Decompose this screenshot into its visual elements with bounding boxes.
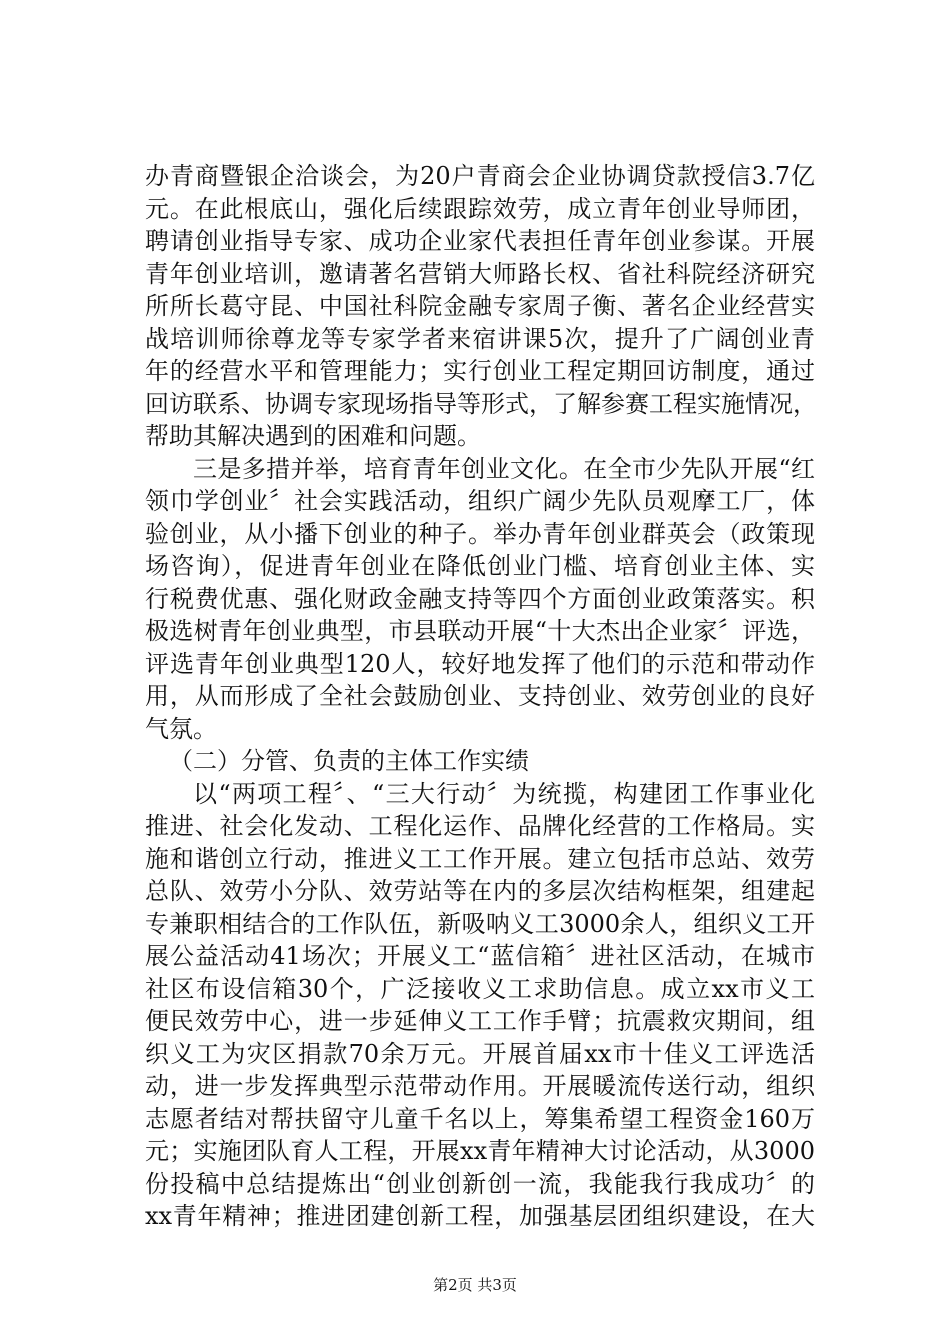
text-line: 推进、社会化发动、工程化运作、品牌化经营的工作格局。实 <box>145 812 815 840</box>
text-line: 办青商暨银企洽谈会，为20户青商会企业协调贷款授信3.7亿 <box>145 162 815 190</box>
text-line: 评选青年创业典型120人，较好地发挥了他们的示范和带动作 <box>145 649 815 678</box>
text-line: 总队、效劳小分队、效劳站等在内的多层次结构框架，组建起 <box>145 877 815 905</box>
text-line: 便民效劳中心，进一步延伸义工工作手臂；抗震救灾期间，组 <box>145 1007 815 1035</box>
text-line: 社区布设信箱30个，广泛接收义工求助信息。成立xx市义工 <box>145 974 815 1003</box>
text-line: 青年创业培训，邀请著名营销大师路长权、省社科院经济研究 <box>145 259 815 288</box>
text-line: 志愿者结对帮扶留守儿童千名以上，筹集希望工程资金160万 <box>145 1104 815 1133</box>
text-line: 所所长葛守昆、中国社科院金融专家周子衡、著名企业经营实 <box>145 292 815 320</box>
text-line: 专兼职相结合的工作队伍，新吸呐义工3000余人，组织义工开 <box>145 909 815 938</box>
text-line: 用，从而形成了全社会鼓励创业、支持创业、效劳创业的良好 <box>145 682 815 710</box>
text-line: xx青年精神；推进团建创新工程，加强基层团组织建设，在大 <box>145 1202 815 1230</box>
section-heading: （二）分管、负责的主体工作实绩 <box>169 747 529 775</box>
text-line: 织义工为灾区捐款70余万元。开展首届xx市十佳义工评选活 <box>145 1039 815 1068</box>
text-line: 行税费优惠、强化财政金融支持等四个方面创业政策落实。积 <box>145 584 815 613</box>
text-line: 动，进一步发挥典型示范带动作用。开展暖流传送行动，组织 <box>145 1072 815 1100</box>
text-line: 验创业，从小播下创业的种子。举办青年创业群英会（政策现 <box>145 519 815 548</box>
text-line: 元。在此根底山，强化后续跟踪效劳，成立青年创业导师团， <box>145 194 815 223</box>
paragraph-start-line: 三是多措并举，培育青年创业文化。在全市少先队开展“红 <box>193 454 815 483</box>
text-line: 施和谐创立行动，推进义工工作开展。建立包括市总站、效劳 <box>145 844 815 873</box>
text-line: 帮助其解决遇到的困难和问题。 <box>145 422 481 450</box>
text-line: 年的经营水平和管理能力；实行创业工程定期回访制度，通过 <box>145 357 815 385</box>
text-line: 份投稿中总结提炼出“创业创新创一流，我能我行我成功〞的 <box>145 1169 815 1198</box>
paragraph-start-line: 以“两项工程〞、“三大行动〞为统揽，构建团工作事业化 <box>193 779 815 808</box>
page-number-footer: 第2页 共3页 <box>433 1276 517 1294</box>
text-line: 聘请创业指导专家、成功企业家代表担任青年创业参谋。开展 <box>145 227 815 255</box>
text-line: 场咨询），促进青年创业在降低创业门槛、培育创业主体、实 <box>145 552 815 580</box>
text-line: 战培训师徐尊龙等专家学者来宿讲课5次，提升了广阔创业青 <box>145 324 815 353</box>
text-line: 领巾学创业〞社会实践活动，组织广阔少先队员观摩工厂，体 <box>145 487 815 515</box>
document-body <box>145 160 815 1233</box>
text-line: 元；实施团队育人工程，开展xx青年精神大讨论活动，从3000 <box>145 1137 815 1165</box>
text-line: 气氛。 <box>145 714 217 743</box>
text-line: 极选树青年创业典型，市县联动开展“十大杰出企业家〞评选， <box>145 617 815 645</box>
text-line: 回访联系、协调专家现场指导等形式，了解参赛工程实施情况， <box>145 389 817 418</box>
text-line: 展公益活动41场次；开展义工“蓝信箱〞进社区活动，在城市 <box>145 942 815 970</box>
